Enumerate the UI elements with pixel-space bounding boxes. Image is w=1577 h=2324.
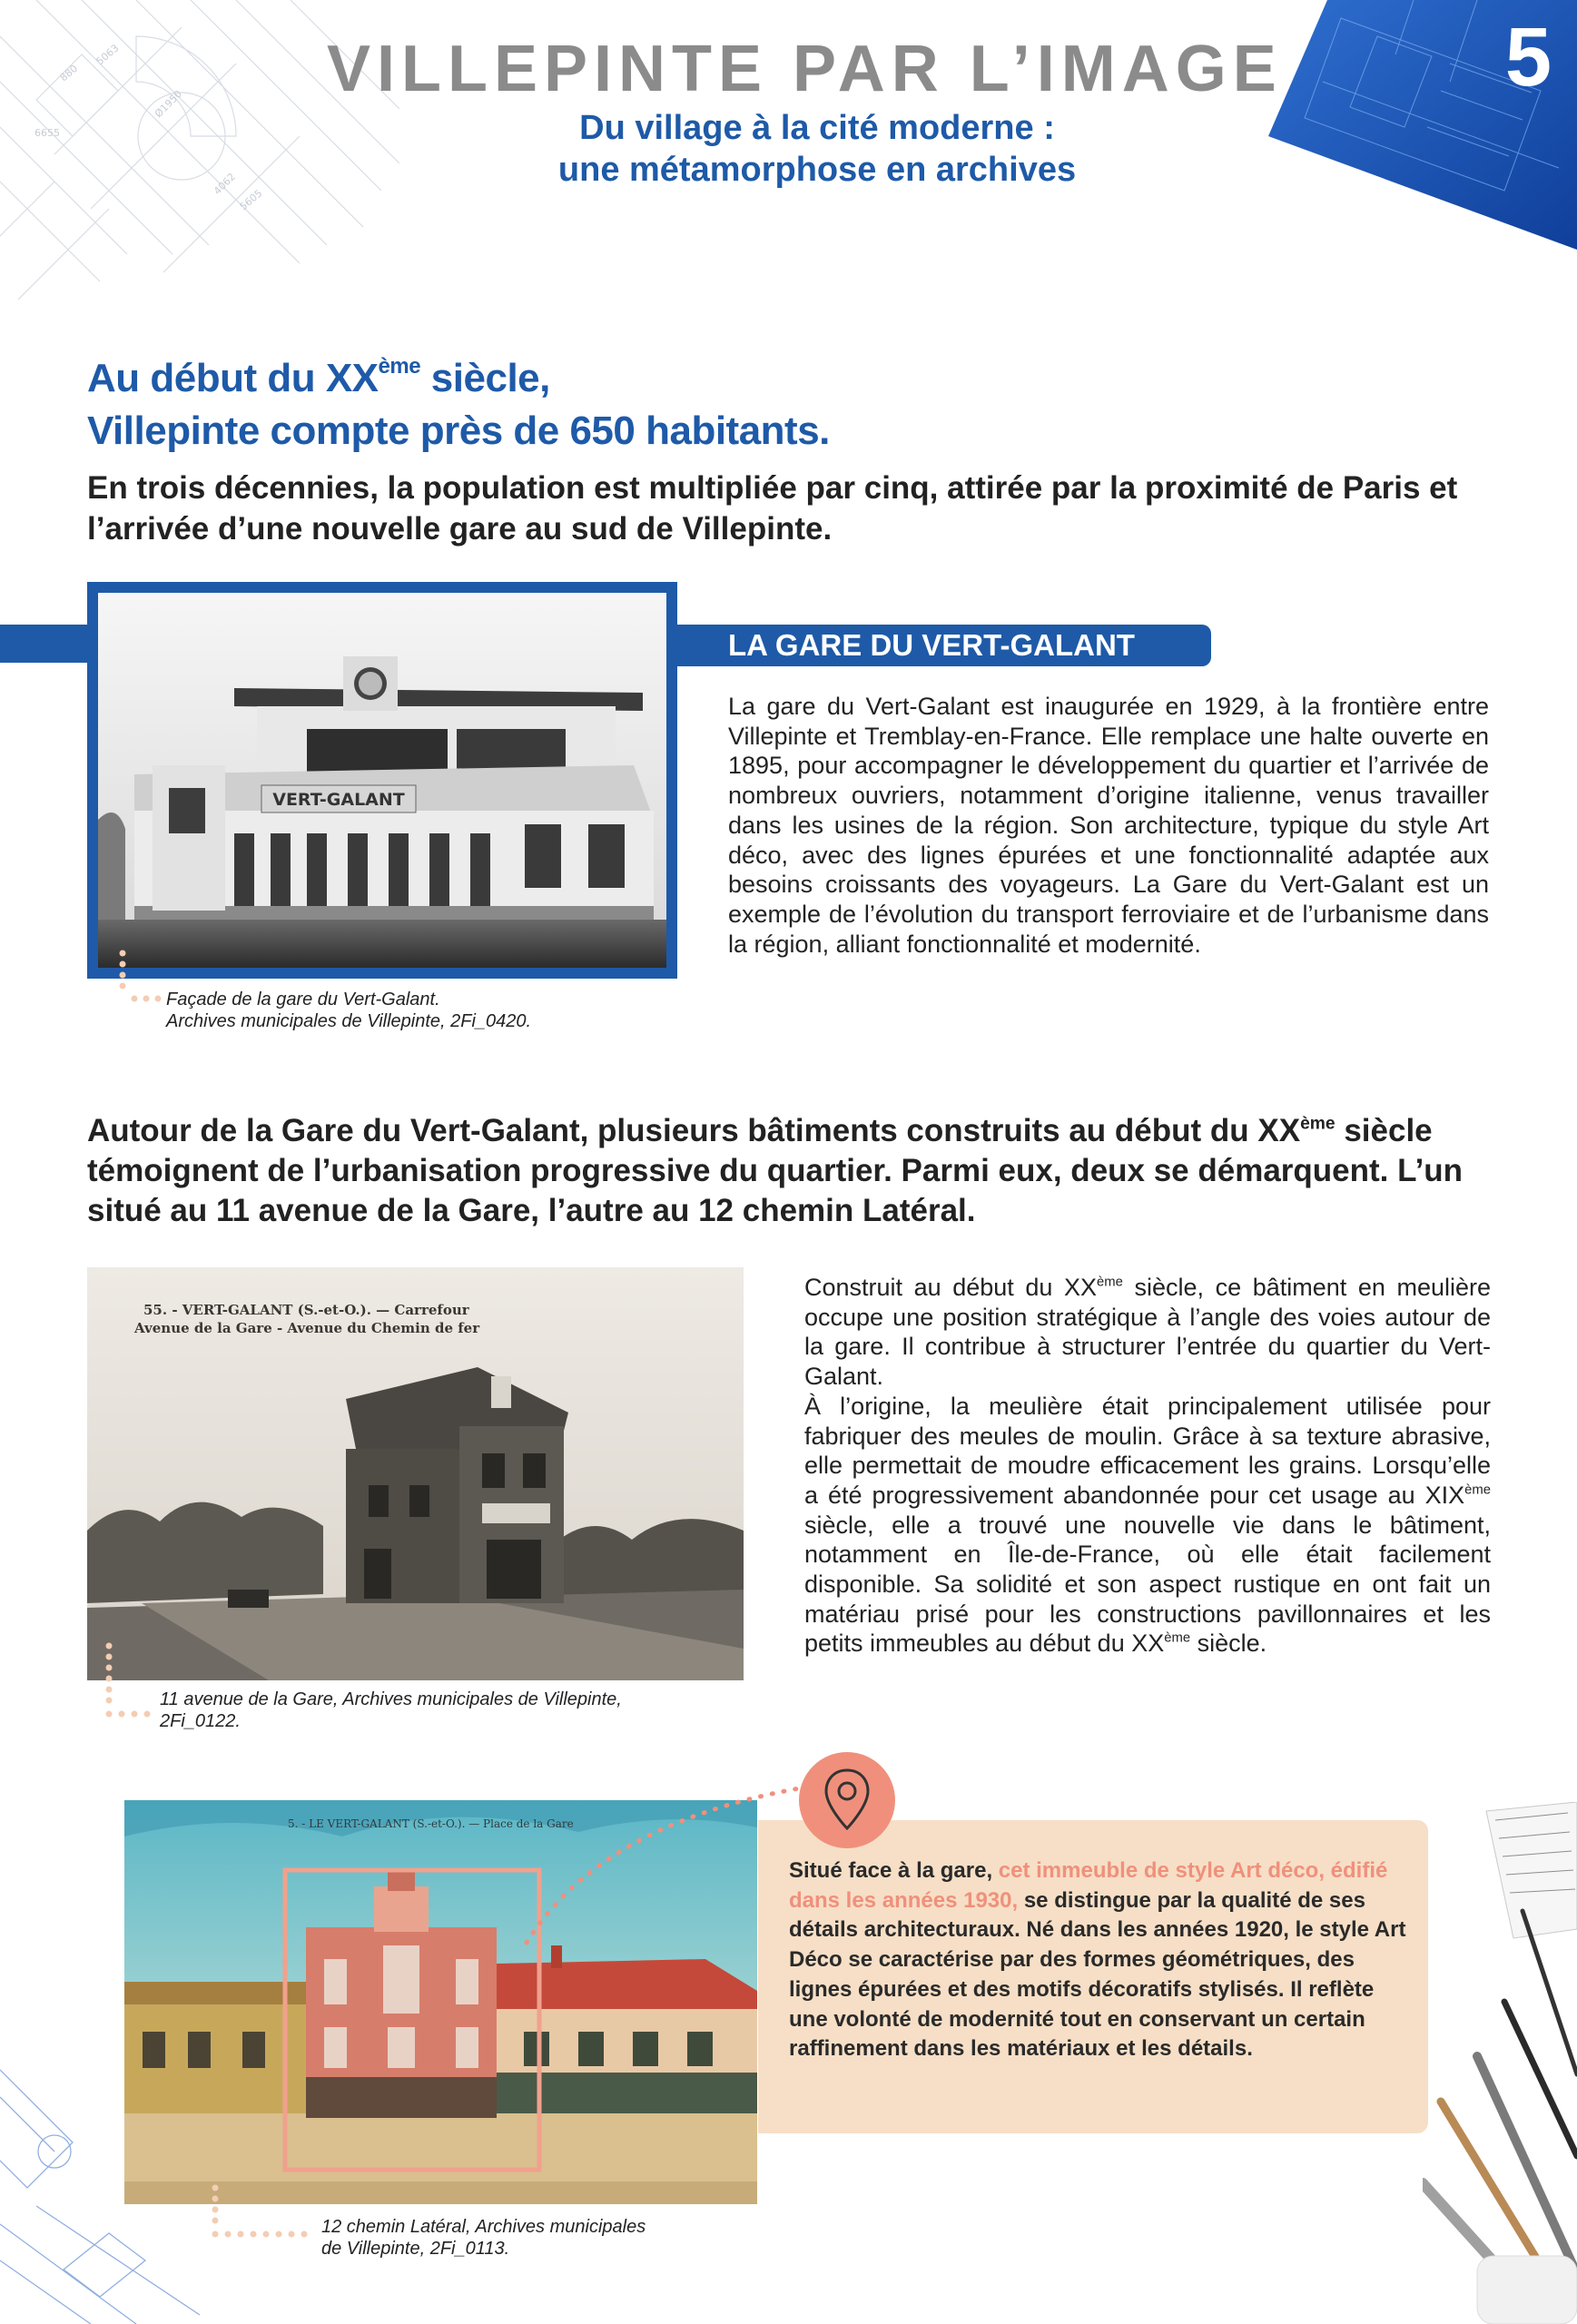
- svg-text:Ø1950: Ø1950: [152, 88, 185, 121]
- superscript: ème: [1097, 1275, 1123, 1290]
- caption-dots: [116, 949, 171, 1003]
- meuliere-paragraph-2: À l’origine, la meulière était principalement utilisée pour fabriquer des meules de moulin. Grâce à sa texture abrasive, elle permettait de moudre efficacement les grains. Lorsqu’elle a été progressivement abandonnée pour cet usage au XIXème siècle, elle a trouvé une nouvelle vie dans le bâtiment, notamment en Île-de-France, où elle était facilement disponible. Sa solidité et son aspect rustique en ont fait un matériau prisé pour les constructions pavillonnaires et les petits immeubles au début du XXème siècle.: [804, 1392, 1491, 1658]
- art-deco-description: Situé face à la gare, cet immeuble de style Art déco, édifié dans les années 1930, se distingue par la qualité de ses détails architecturaux. Né dans les années 1920, le style Art Déco se caractérise par des formes géométriques, des lignes épurées et des motifs décoratifs stylisés. Il reflète une volonté de modernité tout en conservant un certain raffinement dans les matériaux et les détails.: [789, 1858, 1406, 2062]
- section-headline: [87, 352, 1086, 458]
- art-deco-photo-caption: [321, 2216, 793, 2260]
- caption-line-1: Façade de la gare du Vert-Galant.: [166, 990, 440, 1009]
- headline-line-2: Villepinte compte près de 650 habitants.: [87, 409, 830, 453]
- superscript: ème: [1464, 1482, 1491, 1498]
- banner-title: LA GARE DU VERT-GALANT: [728, 628, 1135, 662]
- subtitle-line-2: une métamorphose en archives: [557, 151, 1077, 189]
- location-pin-icon: [799, 1752, 895, 1848]
- meuliere-description: [804, 1273, 1491, 1659]
- section-banner: [677, 625, 1211, 666]
- station-photo-caption: [166, 989, 711, 1032]
- svg-text:4062: 4062: [211, 171, 238, 198]
- station-description: La gare du Vert-Galant est inaugurée en 1929, à la frontière entre Villepinte et Tremblay-en-France. Elle remplace une halte ouverte en 1895, pour accompagner le développement du quartier et l’arrivée de nombreux ouvriers, notamment d’origine italienne, venus travailler dans les usines de la région. Son architecture, typique du style Art déco, avec des lignes épurées et une fonctionnalité adaptée aux besoins croissants des voyageurs. La Gare du Vert-Galant est un exemple de l’évolution du transport ferroviaire et de l’urbanisme dans la région, alliant fonctionnalité et modernité.: [728, 693, 1489, 958]
- art-deco-note-box: [758, 1820, 1428, 2133]
- caption-line-1: 12 chemin Latéral, Archives municipales: [321, 2217, 646, 2237]
- heading-superscript: ème: [1300, 1114, 1336, 1134]
- page-title: VILLEPINTE PAR L’IMAGE: [327, 33, 1283, 105]
- drawing-tools-decoration: [1423, 1802, 1577, 2324]
- blue-band-left: [0, 625, 100, 663]
- svg-text:6655: 6655: [34, 127, 60, 139]
- intro-paragraph: En trois décennies, la population est multipliée par cinq, attirée par la proximité de Paris et l’arrivée d’une nouvelle gare au sud de Villepinte.: [87, 470, 1458, 547]
- page-number: 5: [1504, 11, 1552, 103]
- svg-text:5063: 5063: [94, 42, 122, 68]
- headline-superscript: ème: [378, 354, 421, 379]
- station-photo-frame: [87, 582, 677, 979]
- location-pin-badge: [799, 1752, 895, 1848]
- postcard-text-line-2: Avenue de la Gare - Avenue du Chemin de fer: [134, 1320, 480, 1336]
- station-photo: [98, 593, 666, 968]
- station-sign-text: VERT-GALANT: [272, 790, 405, 810]
- superscript: ème: [1164, 1631, 1191, 1647]
- caption-line-2: de Villepinte, 2Fi_0113.: [321, 2239, 510, 2259]
- caption-line-2: Archives municipales de Villepinte, 2Fi_0420.: [166, 1011, 532, 1031]
- meuliere-paragraph-1: Construit au début du XXème siècle, ce bâtiment en meulière occupe une position stratégique à l’angle des voies autour de la gare. Il contribue à structurer l’entrée du quartier du Vert-Galant.: [804, 1274, 1491, 1391]
- section-2-heading: Autour de la Gare du Vert-Galant, plusieurs bâtiments construits au début du XXème siècle témoignent de l’urbanisation progressive du quartier. Parmi eux, deux se démarquent. L’un situé au 11 avenue de la Gare, l’autre au 12 chemin Latéral.: [87, 1113, 1464, 1228]
- page-subtitle: [381, 107, 1253, 191]
- avenue-photo: [87, 1267, 744, 1680]
- subtitle-line-1: Du village à la cité moderne :: [579, 109, 1055, 147]
- postcard-text-line-1: 55. - VERT-GALANT (S.-et-O.). — Carrefour: [143, 1302, 469, 1318]
- headline-line-1: Au début du XXème siècle,: [87, 354, 550, 400]
- caption-line-1: 11 avenue de la Gare, Archives municipales de Villepinte,: [160, 1689, 622, 1709]
- caption-dots: [204, 2183, 322, 2247]
- caption-dots: [102, 1641, 162, 1723]
- postcard-title: 5. - LE VERT-GALANT (S.-et-O.). — Place de la Gare: [288, 1817, 574, 1830]
- svg-text:880: 880: [57, 62, 81, 84]
- highlighted-text: cet immeuble de style Art déco, édifié dans les années 1930,: [789, 1858, 1388, 1913]
- caption-line-2: 2Fi_0122.: [160, 1711, 241, 1731]
- avenue-photo-caption: [160, 1689, 723, 1732]
- svg-text:5605: 5605: [237, 187, 265, 213]
